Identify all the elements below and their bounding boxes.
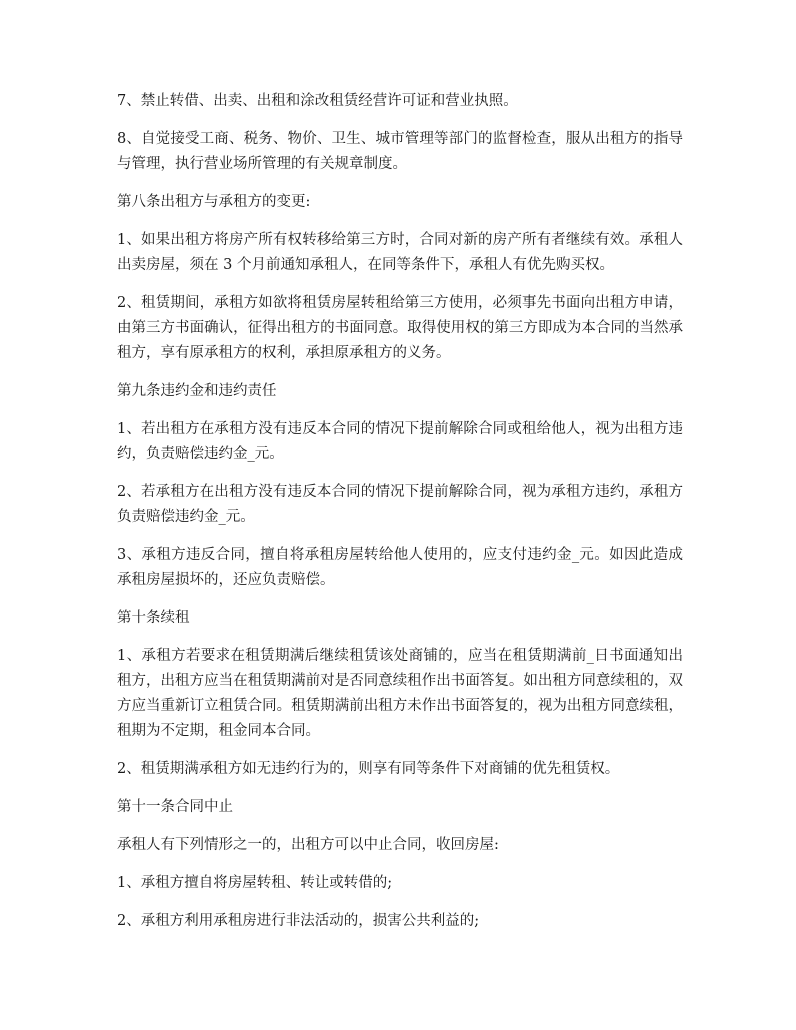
article-9-heading: 第九条违约金和违约责任 bbox=[117, 383, 277, 399]
article-8-item-2: 2、租赁期间，承租方如欲将租赁房屋转租给第三方使用，必须事先书面向出租方申请，由第三方书面确认，征得出租方的书面同意。取得使用权的第三方即成为本合同的当然承租方，享有原承租方的权利，承担原承租方的义务。 bbox=[117, 295, 683, 361]
article-11-heading: 第十一条合同中止 bbox=[117, 799, 233, 815]
clause-7-paragraph: 7、禁止转借、出卖、出租和涂改租赁经营许可证和营业执照。 bbox=[117, 93, 518, 109]
article-10-item-1: 1、承租方若要求在租赁期满后继续租赁该处商铺的，应当在租赁期满前_日书面通知出租方，出租方应当在租赁期满前对是否同意续租作出书面答复。如出租方同意续租的，双方应当重新订立租赁合同。租赁期满前出租方未作出书面答复的，视为出租方同意续租，租期为不定期，租金同本合同。 bbox=[117, 648, 683, 739]
article-8-item-1: 1、如果出租方将房产所有权转移给第三方时，合同对新的房产所有者继续有效。承租人出卖房屋，须在 3 个月前通知承租人，在同等条件下，承租人有优先购买权。 bbox=[117, 232, 683, 273]
article-11-item-2: 2、承租方利用承租房进行非法活动的，损害公共利益的; bbox=[117, 913, 480, 929]
article-11-intro: 承租人有下列情形之一的，出租方可以中止合同，收回房屋: bbox=[117, 837, 499, 853]
article-11-item-1: 1、承租方擅自将房屋转租、转让或转借的; bbox=[117, 875, 393, 891]
article-9-item-3: 3、承租方违反合同，擅自将承租房屋转给他人使用的，应支付违约金_元。如因此造成承租房屋损坏的，还应负责赔偿。 bbox=[117, 547, 683, 588]
clause-8-paragraph: 8、自觉接受工商、税务、物价、卫生、城市管理等部门的监督检查，服从出租方的指导与管理，执行营业场所管理的有关规章制度。 bbox=[117, 131, 683, 172]
article-9-item-1: 1、若出租方在承租方没有违反本合同的情况下提前解除合同或租给他人，视为出租方违约，负责赔偿违约金_元。 bbox=[117, 421, 683, 462]
document-page bbox=[117, 89, 683, 947]
article-10-heading: 第十条续租 bbox=[117, 610, 190, 626]
article-8-heading: 第八条出租方与承租方的变更: bbox=[117, 194, 311, 210]
article-10-item-2: 2、租赁期满承租方如无违约行为的，则享有同等条件下对商铺的优先租赁权。 bbox=[117, 761, 620, 777]
article-9-item-2: 2、若承租方在出租方没有违反本合同的情况下提前解除合同，视为承租方违约，承租方负责赔偿违约金_元。 bbox=[117, 484, 683, 525]
